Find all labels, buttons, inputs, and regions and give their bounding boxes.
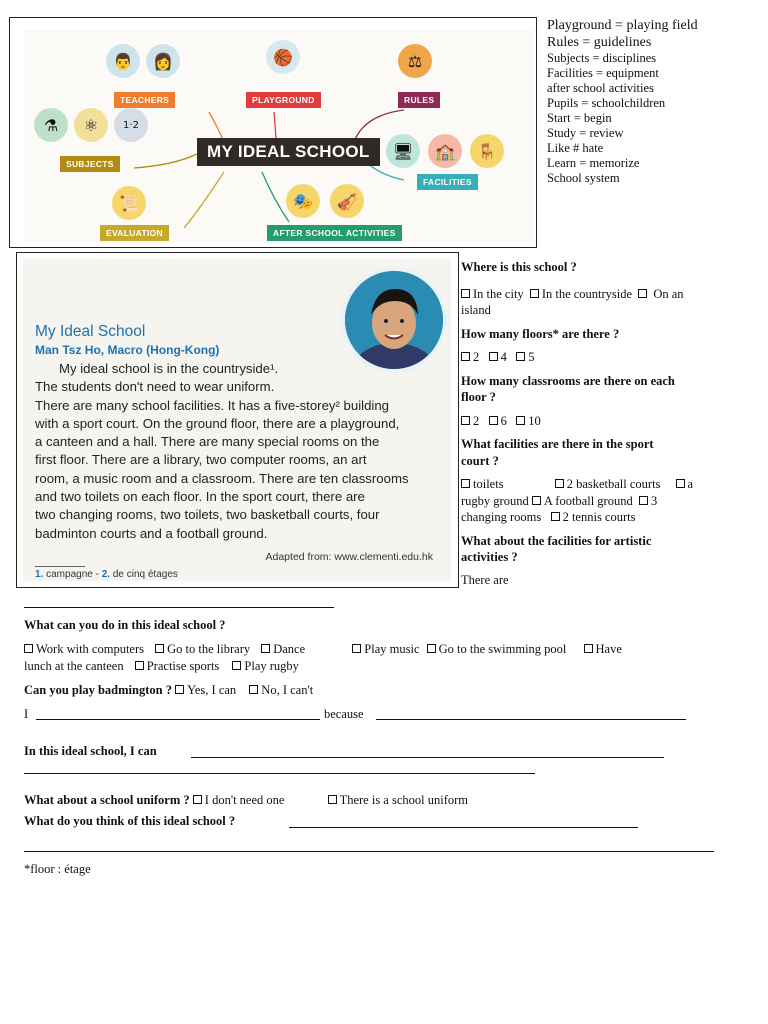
- checkbox[interactable]: [639, 496, 648, 505]
- vocab-item: Pupils = schoolchildren: [547, 96, 666, 110]
- vocab-item: Facilities = equipment: [547, 66, 659, 80]
- checkbox[interactable]: [155, 644, 164, 653]
- question-artistic: [461, 533, 751, 566]
- article-line: a canteen and a hall. There are many special rooms on the: [35, 434, 380, 450]
- article-line: The students don't need to wear uniform.: [35, 379, 275, 395]
- option-label: Go to the swimming pool: [438, 642, 567, 656]
- option-label: 2 basketball courts: [566, 477, 661, 491]
- question-opinion: [24, 814, 235, 829]
- footnote-text: campagne -: [46, 569, 99, 580]
- article-line: two changing rooms, two toilets, two basketball courts, four: [35, 507, 380, 523]
- checkbox[interactable]: [530, 289, 539, 298]
- violin-icon: 🎻: [330, 184, 364, 218]
- stool-icon: 🪑: [470, 134, 504, 168]
- checkbox[interactable]: [551, 512, 560, 521]
- footnote-rule: [35, 566, 85, 567]
- mindmap-label-subjects: SUBJECTS: [60, 156, 120, 172]
- teacher-woman-icon: 👩: [146, 44, 180, 78]
- vocab-item: Study = review: [547, 126, 624, 140]
- question-line: What about the facilities for artistic: [461, 533, 652, 548]
- checkbox[interactable]: [352, 644, 361, 653]
- mindmap-label-facilities: FACILITIES: [417, 174, 478, 190]
- option-label: 3: [650, 493, 658, 508]
- article-frame: [16, 252, 459, 588]
- question-text: In this ideal school, I can: [24, 744, 157, 758]
- answer-line[interactable]: [376, 719, 686, 720]
- checkbox[interactable]: [193, 795, 202, 804]
- option-label: 4: [500, 350, 507, 364]
- mindmap-label-teachers: TEACHERS: [114, 92, 175, 108]
- article-line: There are many school facilities. It has a five-storey² building: [35, 397, 390, 413]
- teacher-man-icon: 👨: [106, 44, 140, 78]
- question-line: court ?: [461, 453, 499, 468]
- answer-line[interactable]: [24, 851, 714, 852]
- article-panel: [23, 259, 451, 581]
- footnote-number: 2.: [101, 569, 111, 580]
- option-label: Have: [595, 642, 622, 656]
- question-classrooms: [461, 373, 751, 406]
- option-label: No, I can't: [261, 683, 314, 697]
- article-line: badminton courts and a football ground.: [35, 525, 268, 541]
- vocab-item: Subjects = disciplines: [547, 51, 657, 65]
- option-label: In the city: [473, 286, 524, 301]
- prompt-i-can: [24, 744, 157, 759]
- mindmap-label-rules: RULES: [398, 92, 440, 108]
- article-line: with a sport court. On the ground floor, there are a playground,: [35, 415, 400, 431]
- gavel-icon: ⚖: [398, 44, 432, 78]
- option-label: a: [687, 477, 694, 491]
- answer-line[interactable]: [24, 773, 535, 774]
- mindmap-label-evaluation: EVALUATION: [100, 225, 169, 241]
- option-label: A football ground: [543, 493, 633, 508]
- math-board-icon: 1·2: [114, 108, 148, 142]
- checkbox[interactable]: [638, 289, 647, 298]
- vocab-item: Like # hate: [547, 141, 604, 155]
- option-label: On an: [653, 286, 684, 301]
- checkbox[interactable]: [516, 416, 525, 425]
- student-photo: [341, 267, 447, 373]
- vocab-item: School system: [547, 171, 620, 185]
- answer-artistic: There are: [461, 572, 509, 587]
- building-icon: 🏫: [428, 134, 462, 168]
- prompt-i: I: [24, 707, 29, 721]
- option-label: Practise sports: [146, 659, 220, 673]
- question-text: Can you play badmington ?: [24, 683, 172, 697]
- vocab-item: after school activities: [547, 81, 654, 95]
- options-sport-court: [461, 476, 751, 526]
- option-label: Play rugby: [244, 659, 299, 673]
- option-label: 6: [500, 413, 507, 428]
- student-portrait-icon: [345, 271, 443, 369]
- theater-masks-icon: 🎭: [286, 184, 320, 218]
- certificate-icon: 📜: [112, 186, 146, 220]
- vocab-item: Rules = guidelines: [547, 34, 652, 50]
- article-title: My Ideal School: [35, 323, 146, 340]
- question-sport-court: [461, 436, 751, 469]
- checkbox[interactable]: [328, 795, 337, 804]
- checkbox[interactable]: [532, 496, 541, 505]
- vocabulary-list: [547, 18, 698, 186]
- article-body: [35, 360, 447, 543]
- computer-icon: 🖥: [386, 134, 420, 168]
- answer-line[interactable]: [289, 827, 638, 828]
- mindmap-center-title: MY IDEAL SCHOOL: [197, 138, 380, 166]
- option-label-continued: island: [461, 303, 491, 317]
- checkbox[interactable]: [232, 661, 241, 670]
- options-location: [461, 286, 751, 303]
- answer-line[interactable]: [36, 719, 320, 720]
- option-label: Work with computers: [36, 642, 145, 656]
- checkbox[interactable]: [261, 644, 270, 653]
- checkbox[interactable]: [175, 685, 184, 694]
- options-floors: [461, 349, 751, 366]
- question-line: activities ?: [461, 550, 518, 564]
- question-line: floor ?: [461, 390, 496, 404]
- checkbox[interactable]: [461, 352, 470, 361]
- prompt-because: because: [324, 707, 364, 721]
- checkbox[interactable]: [461, 289, 470, 298]
- option-label: rugby ground: [461, 493, 529, 508]
- options-activities-row1: [24, 642, 622, 657]
- option-label: There is a school uniform: [339, 793, 469, 807]
- mindmap-label-playground: PLAYGROUND: [246, 92, 321, 108]
- option-label: 2 tennis courts: [562, 510, 636, 524]
- option-label: changing rooms: [461, 510, 542, 524]
- option-label: In the countryside: [541, 286, 633, 301]
- chemistry-icon: ⚗: [34, 108, 68, 142]
- option-label: Play music: [364, 642, 420, 656]
- question-text: What do you think of this ideal school ?: [24, 814, 236, 828]
- article-line: first floor. There are a library, two computer rooms, an art: [35, 452, 367, 468]
- vocab-item: Playground = playing field: [547, 18, 698, 33]
- question-floors: How many floors* are there ?: [461, 326, 620, 341]
- checkbox[interactable]: [461, 479, 470, 488]
- options-activities-row2: [24, 659, 299, 674]
- footnote-number: 1.: [35, 569, 44, 580]
- question-line: How many classrooms are there on each: [461, 373, 675, 388]
- checkbox[interactable]: [249, 685, 258, 694]
- question-location: Where is this school ?: [461, 260, 577, 274]
- option-label: Dance: [273, 642, 306, 656]
- comprehension-questions: [461, 259, 751, 588]
- checkbox[interactable]: [676, 479, 685, 488]
- article-line: and two toilets on each floor. In the sport court, there are: [35, 489, 365, 505]
- mindmap-label-after-school: AFTER SCHOOL ACTIVITIES: [267, 225, 402, 241]
- checkbox[interactable]: [489, 416, 498, 425]
- article-line: room, a music room and a classroom. There are ten classrooms: [35, 470, 409, 486]
- option-label: Yes, I can: [187, 683, 237, 697]
- checkbox[interactable]: [555, 479, 564, 488]
- footnote-text: de cinq étages: [112, 569, 178, 580]
- article-author: Man Tsz Ho, Macro (Hong-Kong): [35, 343, 220, 357]
- checkbox[interactable]: [516, 352, 525, 361]
- question-line: What facilities are there in the sport: [461, 437, 654, 451]
- option-label: 10: [528, 413, 541, 428]
- article-source: Adapted from: www.clementi.edu.hk: [265, 551, 433, 563]
- checkbox[interactable]: [489, 352, 498, 361]
- checkbox[interactable]: [584, 644, 593, 653]
- question-uniform: [24, 793, 468, 808]
- basketball-hoop-icon: 🏀: [266, 40, 300, 74]
- mind-map-figure: [9, 17, 537, 248]
- vocab-item: Start = begin: [547, 111, 612, 125]
- answer-line[interactable]: [191, 757, 664, 758]
- question-badminton: [24, 683, 313, 698]
- checkbox[interactable]: [461, 416, 470, 425]
- option-label: toilets: [473, 477, 504, 491]
- mind-map-canvas: [24, 30, 534, 242]
- option-label: I don't need one: [204, 793, 285, 807]
- checkbox[interactable]: [427, 644, 436, 653]
- option-label: lunch at the canteen: [24, 659, 124, 673]
- question-activities: [24, 618, 225, 633]
- atom-icon: ⚛: [74, 108, 108, 142]
- answer-line[interactable]: [24, 607, 334, 608]
- question-text: What about a school uniform ?: [24, 793, 190, 807]
- option-label: Go to the library: [167, 642, 251, 656]
- checkbox[interactable]: [135, 661, 144, 670]
- vocab-item: Learn = memorize: [547, 156, 640, 170]
- question-text: What can you do in this ideal school ?: [24, 618, 226, 632]
- article-footnotes: [35, 569, 178, 580]
- checkbox[interactable]: [24, 644, 33, 653]
- floor-footnote: *floor : étage: [24, 862, 91, 876]
- option-label: 2: [473, 350, 480, 364]
- options-classrooms: [461, 413, 751, 430]
- option-label: 2: [473, 413, 480, 428]
- option-label: 5: [528, 350, 535, 364]
- article-line: My ideal school is in the countryside¹.: [59, 361, 279, 376]
